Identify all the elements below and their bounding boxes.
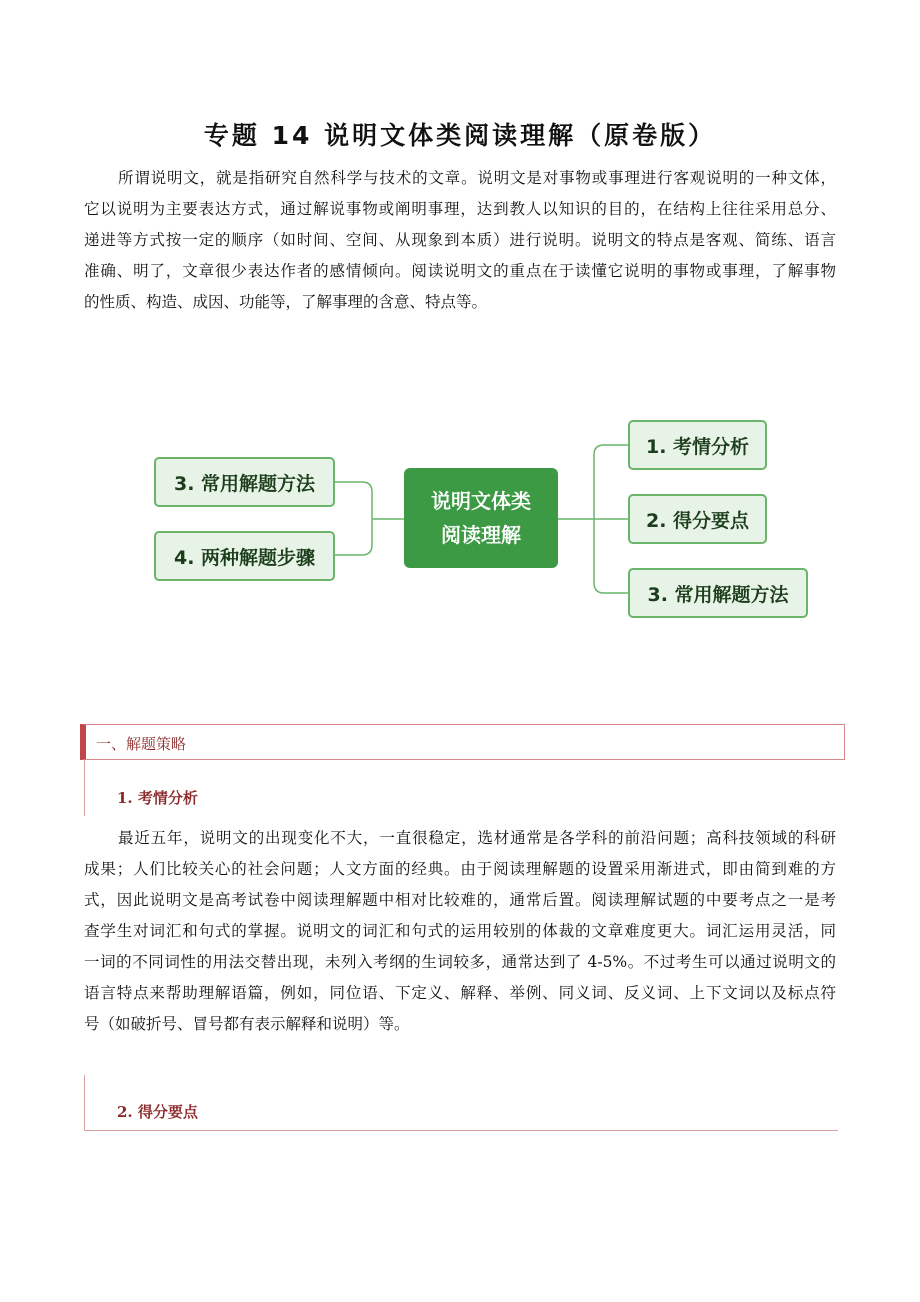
text-line: 成果；人们比较关心的社会问题；人文方面的经典。由于阅读理解题的设置采用渐进式，即由简到难的方 [84,860,836,878]
section-heading: 一、解题策略 [96,735,187,753]
divider [84,1130,838,1131]
mindmap-node-right-3: 3. 常用解题方法 [628,568,808,618]
text-line: 号（如破折号、冒号都有表示解释和说明）等。 [84,1015,410,1033]
mindmap-node-right-2: 2. 得分要点 [628,494,767,544]
text-line: 一词的不同词性的用法交替出现，未列入考纲的生词较多，通常达到了 4-5%。不过考生可以通过说明文的 [84,953,836,971]
mindmap-node-left-2: 4. 两种解题步骤 [154,531,335,581]
divider [84,760,85,816]
page-title: 专题 14 说明文体类阅读理解（原卷版） [203,121,717,150]
text-line: 语言特点来帮助理解语篇，例如，同位语、下定义、解释、举例、同义词、反义词、上下文词以及标点符 [84,984,836,1002]
center-line: 阅读理解 [441,523,521,547]
text-line: 最近五年，说明文的出现变化不大，一直很稳定，选材通常是各学科的前沿问题；高科技领域的科研 [118,829,836,847]
subsection-heading: 2. 得分要点 [117,1103,198,1121]
mindmap-node-left-1: 3. 常用解题方法 [154,457,335,507]
text-line: 准确、明了，文章很少表达作者的感情倾向。阅读说明文的重点在于读懂它说明的事物或事理，了解事物 [84,262,836,280]
text-line: 它以说明为主要表达方式，通过解说事物或阐明事理，达到教人以知识的目的，在结构上往往采用总分、 [84,200,836,218]
divider [84,1075,85,1131]
body-paragraph [84,823,836,1040]
text-line: 式，因此说明文是高考试卷中阅读理解题中相对比较难的，通常后置。阅读理解试题的中要考点之一是考 [84,891,836,909]
text-line: 递进等方式按一定的顺序（如时间、空间、从现象到本质）进行说明。说明文的特点是客观、简练、语言 [84,231,836,249]
section-heading-box [80,724,845,760]
mindmap-center-node [404,468,558,568]
subsection-heading: 1. 考情分析 [117,789,198,807]
text-line: 所谓说明文，就是指研究自然科学与技术的文章。说明文是对事物或事理进行客观说明的一种文体， [118,169,836,187]
center-line: 说明文体类 [431,489,531,513]
mindmap-node-right-1: 1. 考情分析 [628,420,767,470]
text-line: 的性质、构造、成因、功能等，了解事理的含意、特点等。 [84,293,488,311]
text-line: 查学生对词汇和句式的掌握。说明文的词汇和句式的运用较别的体裁的文章难度更大。词汇运用灵活，同 [84,922,836,940]
